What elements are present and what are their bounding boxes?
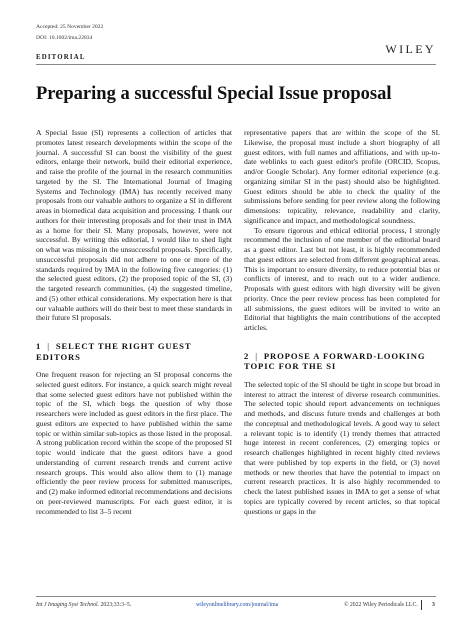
doi-link[interactable]: DOI: 10.1002/ima.22834: [36, 35, 93, 41]
section-title: PROPOSE A FORWARD-LOOKING TOPIC FOR THE SI: [244, 350, 426, 372]
section-heading-1: [36, 341, 232, 362]
article-title: Preparing a successful Special Issue proposal: [36, 84, 392, 104]
journal-citation: 2023;33:3–5.: [100, 602, 132, 608]
section-1-paragraph: One frequent reason for rejecting an SI proposal concerns the selected guest editors. For instance, a quick search might reveal that some selected guest editors have not published within the topic of the SI, which begs the question of why those researchers were included as guest editors in the first place. The guest editors are expected to have published within the same topic or within similar sub-topics as those listed in the proposal. A strong publication record within the scope of the proposed SI topic would indicate that the guest editors have a good understanding of current research trends and current active research groups. This would also allow them to (1) manage efficiently the peer review process for submitted manuscripts, and (2) make informed editorial recommendations and decisions on peer-reviewed manuscripts. For each guest editor, it is recommended to list 3–5 recent: [36, 370, 232, 516]
right-paragraph-1: representative papers that are within the scope of the SI. Likewise, the proposal must include a short biography of all guest editors, with full names and affiliations, and with up-to-date weblinks to each guest editor's profile (ORCID, Scopus, and/or Google Scholar). Any former editorial experience (e.g. organizing similar SI in the past) should also be highlighted. Guest editors should be able to check the quality of the submissions before sending for peer review along the following dimensions: topicality, relevance, readability and clarity, significance and impact, and methodological soundness.: [244, 128, 440, 225]
accepted-date: Accepted: 25 November 2022: [36, 24, 104, 30]
publisher-logo: WILEY: [385, 42, 436, 56]
right-paragraph-2: To ensure rigorous and ethical editorial process, I strongly recommend the inclusion of one member of the editorial board as a guest editor. Last but not least, it is highly recommended that guest editors are selected from different geographical areas. This is important to ensure diversity, to reduce potential bias or conflicts of interest, and to reach out to a wider audience. Proposals with guest editors with high diversity will be given priority. Once the peer review process has been completed for all submissions, the guest editors will be invited to write an Editorial that highlights the main contributions of the accepted articles.: [244, 225, 440, 332]
section-number: 1: [36, 341, 42, 351]
section-separator: |: [47, 341, 50, 351]
section-2-paragraph: The selected topic of the SI should be tight in scope but broad in interest to attract the interest of diverse research communities. The selected topic should report advancements on techniques and methods, and discuss future trends and challenges at both the conceptual and methodological levels. A good way to select a relevant topic is to identify (1) trendy themes that attracted huge interest in recent conferences, (2) emerging topics or research challenges highlighted in recent highly cited reviews that were published by top experts in the field, or (3) novel methods or new theories that have the potential to impact on current research practices. It is also highly recommended to check the latest published issues in IMA to get a sense of what topics are typically covered by recent articles, so that topical questions or gaps in the: [244, 379, 440, 516]
section-number: 2: [244, 350, 250, 361]
journal-name: Int J Imaging Syst Technol.: [36, 602, 100, 608]
journal-url-link[interactable]: wileyonlinelibrary.com/journal/ima: [196, 602, 279, 608]
section-label: EDITORIAL: [36, 54, 86, 61]
right-column: [244, 128, 440, 516]
header-divider: [36, 64, 436, 65]
intro-paragraph: A Special Issue (SI) represents a collection of articles that promotes latest research developments within the scope of the journal. A successful SI can boost the visibility of the guest editors, enlarge their network, build their editorial experience, and raise the profile of the journal in the research communities targeted by the SI. The International Journal of Imaging Systems and Technology (IMA) has recently received many proposals from our valuable authors to organize a SI in different areas in biomedical data acquisition and processing. I thank our authors for their interesting proposals and for their trust in IMA as a home for their SI. Many proposals, however, were not successful. By writing this editorial, I would like to shed light on what was missing in the unsuccessful proposals. Specifically, unsuccessful proposals did not adhere to one or more of the standards required by IMA in the following five categories: (1) the selected guest editors, (2) the proposed topic of the SI, (3) the targeted research communities, (4) the suggested timeline, and (5) other ethical considerations. My expectation here is that our valuable authors will do their best to meet these standards in their future SI proposals.: [36, 128, 232, 323]
section-heading-2: [244, 351, 440, 372]
footer-journal: [36, 602, 131, 609]
footer-divider: [36, 596, 436, 597]
page-number: 3: [432, 602, 435, 608]
footer-separator: [421, 600, 422, 610]
left-column: [36, 128, 232, 516]
section-title: SELECT THE RIGHT GUEST EDITORS: [36, 341, 192, 362]
section-separator: |: [255, 350, 258, 361]
copyright-notice: © 2022 Wiley Periodicals LLC.: [344, 602, 418, 608]
